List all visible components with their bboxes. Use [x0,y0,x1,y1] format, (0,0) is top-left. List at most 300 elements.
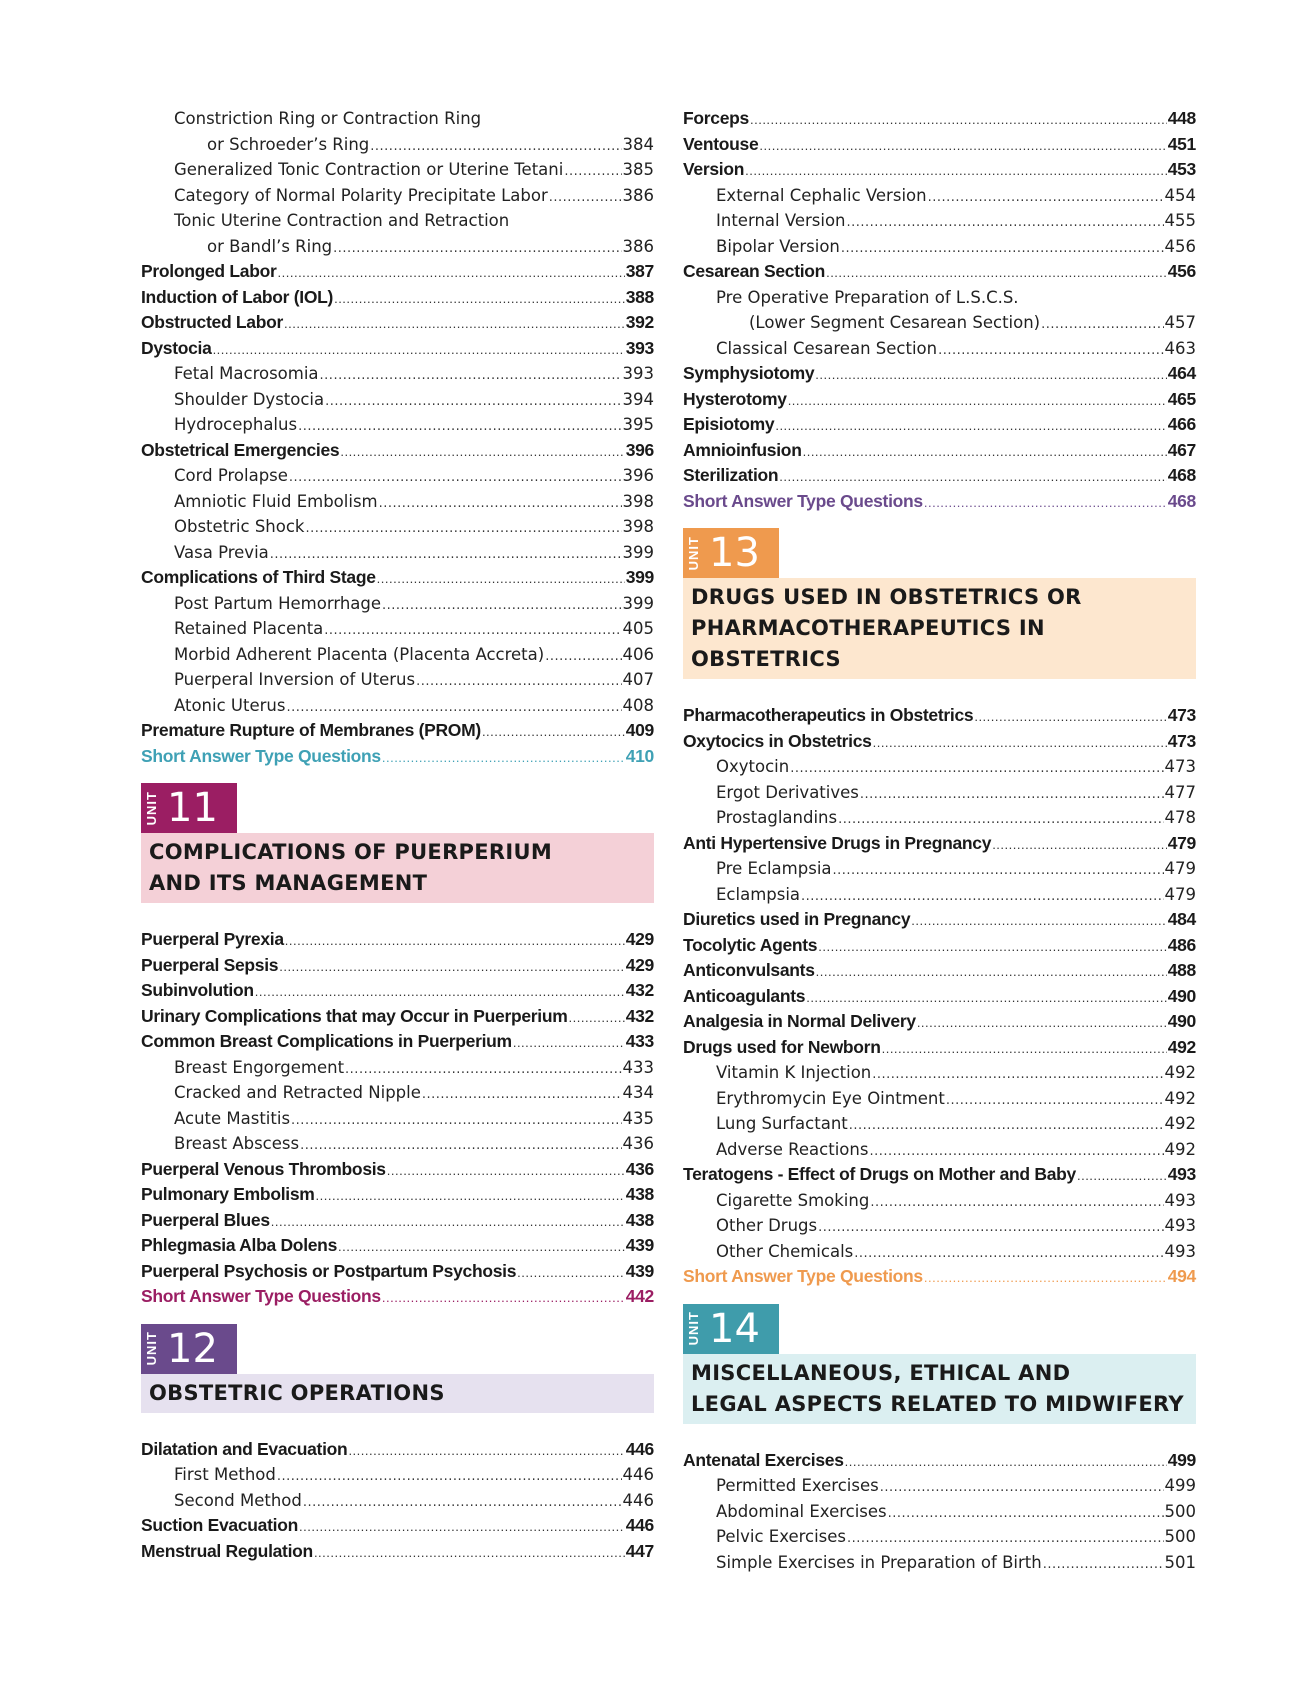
toc-page-number: 399 [625,567,654,587]
leader-dots [745,158,1167,184]
toc-page-number: 393 [622,364,654,383]
leader-dots [482,719,625,745]
leader-dots [303,1490,622,1516]
toc-page-number: 442 [625,1286,654,1306]
leader-dots [860,782,1164,808]
leader-dots [847,210,1164,236]
toc-page-number: 500 [1164,1527,1196,1546]
toc-page-number: 473 [1167,730,1196,751]
toc-entry [683,958,1196,984]
leader-dots [833,858,1164,884]
toc-entry [141,285,654,311]
unit-badge [683,1304,779,1354]
toc-entry-title: Ergot Derivatives [716,782,859,802]
leader-dots [340,439,624,465]
toc-entry-title: Eclampsia [716,884,801,904]
toc-entry [683,336,1196,362]
unit-badge [141,783,237,833]
toc-page-number: 493 [1167,1164,1196,1184]
toc-entry [141,718,654,744]
toc-entry [141,1157,654,1183]
toc-page-number: 448 [1167,108,1196,128]
toc-page-number: 410 [625,745,654,766]
toc-entry [683,856,1196,882]
toc-page-number: 396 [625,439,654,460]
short-answer-entry [683,489,1196,515]
leader-dots [379,491,622,517]
toc-entry [141,540,654,566]
unit-header [141,783,654,903]
toc-page-number: 493 [1164,1216,1196,1235]
short-answer-entry [141,744,654,770]
toc-page-number: 477 [1164,782,1196,802]
toc-page-number: 493 [1164,1190,1196,1210]
leader-dots [790,756,1163,782]
toc-entry [683,1111,1196,1137]
toc-entry-title: Classical Cesarean Section [716,338,938,358]
toc-page-number: 408 [622,695,654,715]
toc-page-number: 429 [625,954,654,975]
leader-dots [316,1183,625,1209]
toc-entry-title: Suction Evacuation [141,1515,298,1535]
toc-page-number: 463 [1164,338,1196,358]
toc-entry-title: Anticoagulants [683,985,806,1006]
toc-page-number: 456 [1164,236,1196,256]
toc-entry [141,1029,654,1055]
leader-dots [818,1215,1163,1241]
toc-entry-title: Second Method [174,1490,302,1510]
unit-header [683,1304,1196,1424]
toc-entry [683,933,1196,959]
toc-entry-title: Cracked and Retracted Nipple [174,1083,421,1102]
toc-entry-first-line: Pre Operative Preparation of L.S.C.S. [716,287,1019,307]
toc-page-number: 388 [625,286,654,307]
toc-entry-title: Tocolytic Agents [683,934,818,955]
toc-entry-title: Category of Normal Polarity Precipitate Labor [174,185,548,205]
toc-page-number: 455 [1164,211,1196,230]
leader-dots [869,1139,1163,1165]
toc-page-number: 393 [625,337,654,358]
toc-page-number: 453 [1167,159,1196,179]
toc-entry [141,1208,654,1234]
right-column [683,106,1196,1575]
toc-entry [683,1524,1196,1550]
leader-dots [841,236,1164,262]
toc-entry [683,463,1196,489]
leader-dots [775,413,1166,439]
toc-entry [683,780,1196,806]
toc-entry [683,1188,1196,1214]
unit-title-line: AND ITS MANAGEMENT [149,871,428,895]
toc-entry-title: Vitamin K Injection [716,1063,872,1082]
toc-page-number: 492 [1164,1088,1196,1108]
toc-page-number: 494 [1167,1266,1196,1286]
toc-entry [683,1499,1196,1525]
toc-page-number: 446 [625,1438,654,1459]
leader-dots [284,311,625,337]
unit-title-line: DRUGS USED IN OBSTETRICS OR [691,585,1082,609]
toc-page-number: 492 [1164,1139,1196,1159]
leader-dots [333,236,621,262]
toc-entry-title: Puerperal Inversion of Uterus [174,670,416,689]
toc-entry [683,882,1196,908]
unit-title-line: OBSTETRIC OPERATIONS [149,1380,445,1405]
toc-entry-title: Shoulder Dystocia [174,389,325,409]
leader-dots [803,439,1167,465]
toc-entry [141,1488,654,1514]
toc-page-number: 473 [1167,705,1196,725]
toc-entry-title: Cord Prolapse [174,466,288,485]
toc-page-number: 396 [622,466,654,485]
toc-entry-title: Prolonged Labor [141,261,277,281]
toc-entry [141,1513,654,1539]
toc-entry-title: Obstetrical Emergencies [141,439,340,460]
toc-page-number: 386 [622,236,654,256]
toc-page-number: 451 [1167,133,1196,154]
toc-entry-first-line: Constriction Ring or Contraction Ring [174,109,482,128]
leader-dots [849,1113,1164,1139]
toc-entry-title: Complications of Third Stage [141,567,376,587]
leader-dots [314,1540,625,1566]
toc-entry-title: Short Answer Type Questions [683,1266,923,1286]
toc-entry-title: Permitted Exercises [716,1476,879,1495]
toc-entry-title: Anticonvulsants [683,960,815,980]
toc-entry [683,1009,1196,1035]
toc-entry [141,157,654,183]
leader-dots [826,260,1167,286]
toc-page-number: 490 [1167,1011,1196,1031]
toc-entry [141,234,654,260]
toc-page-number: 456 [1167,261,1196,281]
toc-entry-title: Breast Abscess [174,1134,300,1153]
toc-entry [683,438,1196,464]
toc-entry [141,953,654,979]
toc-entry-title: Morbid Adherent Placenta (Placenta Accreta) [174,644,545,664]
leader-dots [213,337,625,363]
toc-entry [141,132,654,158]
toc-entry [141,183,654,209]
leader-dots [382,745,625,771]
toc-page-number: 435 [622,1108,654,1128]
toc-page-number: 499 [1164,1476,1196,1495]
leader-dots [801,884,1163,910]
toc-page-number: 436 [622,1134,654,1153]
toc-entry-title: Symphysiotomy [683,363,815,383]
toc-entry [683,1473,1196,1499]
leader-dots [788,388,1167,414]
toc-page-number: 399 [622,593,654,613]
toc-page-number: 398 [622,517,654,536]
toc-page-number: 488 [1167,960,1196,980]
toc-page-number: 386 [622,185,654,205]
toc-page-number: 438 [625,1184,654,1204]
toc-entry [141,438,654,464]
toc-page-number: 395 [622,415,654,434]
unit-badge [141,1324,237,1374]
toc-entry [141,565,654,591]
toc-entry [141,514,654,540]
toc-entry-title: Premature Rupture of Membranes (PROM) [141,720,481,740]
toc-page-number: 493 [1164,1241,1196,1261]
toc-entry [141,1259,654,1285]
toc-entry-title: Lung Surfactant [716,1114,848,1133]
toc-entry [683,805,1196,831]
toc-entry-title: Other Drugs [716,1216,818,1235]
leader-dots [838,807,1163,833]
toc-page-number: 499 [1167,1449,1196,1470]
toc-page-number: 398 [622,491,654,511]
toc-entry [683,132,1196,158]
toc-entry [141,361,654,387]
toc-entry-title: Hysterotomy [683,388,787,409]
leader-dots [270,542,622,568]
leader-dots [517,1260,625,1286]
toc-entry-title: Puerperal Pyrexia [141,929,284,949]
toc-page-number: 384 [622,134,654,154]
unit-title [141,1374,654,1413]
leader-dots [946,1088,1164,1114]
leader-dots [320,363,622,389]
unit-title-line: MISCELLANEOUS, ETHICAL AND [691,1360,1071,1385]
unit-number: 11 [167,785,218,831]
leader-dots [882,1036,1167,1062]
toc-entry-title: Acute Mastitis [174,1108,291,1128]
leader-dots [286,695,621,721]
toc-entry [683,157,1196,183]
toc-entry [683,1060,1196,1086]
toc-entry-title: Abdominal Exercises [716,1501,887,1521]
leader-dots [324,618,621,644]
toc-page-number: 479 [1164,859,1196,878]
toc-entry-title: Puerperal Sepsis [141,954,279,975]
leader-dots [974,704,1166,730]
leader-dots [928,185,1164,211]
leader-dots [854,1241,1163,1267]
leader-dots [345,1057,621,1083]
unit-title-line: COMPLICATIONS OF PUERPERIUM [149,840,553,864]
toc-page-number: 492 [1167,1036,1196,1057]
toc-entry [683,729,1196,755]
toc-entry-title: Generalized Tonic Contraction or Uterine Tetani [174,160,564,179]
toc-entry [141,310,654,336]
toc-page-number: 479 [1164,884,1196,904]
leader-dots [289,465,622,491]
toc-entry-title: Teratogens - Effect of Drugs on Mother and Baby [683,1164,1076,1184]
toc-entry-title: Puerperal Blues [141,1209,270,1230]
leader-dots [549,185,622,211]
leader-dots [334,286,625,312]
toc-page-number: 446 [622,1490,654,1510]
toc-page-number: 492 [1164,1063,1196,1082]
leader-dots [382,1285,625,1311]
toc-page-number: 407 [622,670,654,689]
leader-dots [285,928,625,954]
leader-dots [873,730,1167,756]
toc-entry-title: Atonic Uterus [174,695,286,715]
toc-page-number: 432 [625,1005,654,1026]
toc-page-number: 457 [1164,313,1196,332]
leader-dots [387,1158,625,1184]
leader-dots [300,1133,621,1159]
toc-entry-title: Puerperal Venous Thrombosis [141,1158,386,1179]
leader-dots [992,832,1167,858]
unit-title [683,578,1196,679]
toc-entry-first-line: Tonic Uterine Contraction and Retraction [174,211,510,230]
unit-number: 14 [709,1305,760,1352]
toc-entry-title: Cigarette Smoking [716,1190,870,1210]
toc-entry [141,259,654,285]
leader-dots [845,1449,1167,1475]
toc-entry [683,984,1196,1010]
toc-entry-title: Subinvolution [141,980,254,1000]
toc-entry [141,463,654,489]
toc-page-number: 484 [1167,909,1196,929]
toc-entry [683,1213,1196,1239]
toc-entry [683,361,1196,387]
toc-entry [683,259,1196,285]
leader-dots [422,1082,622,1108]
toc-page-number: 468 [1167,490,1196,511]
toc-page-number: 454 [1164,185,1196,205]
toc-page-number: 478 [1164,808,1196,827]
toc-entry-title: Oxytocics in Obstetrics [683,730,872,751]
leader-dots [298,414,621,440]
unit-header [141,1324,654,1413]
leader-dots [750,107,1167,133]
toc-entry-title: Analgesia in Normal Delivery [683,1011,916,1031]
toc-entry-title: Induction of Labor (IOL) [141,286,334,307]
toc-entry [141,1055,654,1081]
left-column [141,106,654,1564]
toc-page-number: 464 [1167,363,1196,383]
leader-dots [924,1265,1167,1291]
unit-number: 12 [167,1325,218,1372]
toc-page-number: 439 [625,1260,654,1281]
toc-entry-title: Phlegmasia Alba Dolens [141,1235,338,1255]
unit-badge [683,528,779,578]
leader-dots [325,389,621,415]
leader-dots [1077,1163,1167,1189]
toc-entry-title: Fetal Macrosomia [174,364,319,383]
toc-entry-title: Other Chemicals [716,1241,854,1261]
leader-dots [872,1062,1163,1088]
leader-dots [569,1005,625,1031]
leader-dots [299,1514,625,1540]
toc-entry-title: Pelvic Exercises [716,1527,847,1546]
leader-dots [370,134,621,160]
toc-entry-title: Version [683,159,745,179]
toc-entry-title: Hydrocephalus [174,415,298,434]
toc-page-number: 439 [625,1235,654,1255]
leader-dots [382,593,621,619]
toc-entry-title: Anti Hypertensive Drugs in Pregnancy [683,832,992,853]
toc-entry [683,1137,1196,1163]
toc-page-number: 501 [1164,1552,1196,1572]
toc-entry [683,1550,1196,1576]
toc-page-number: 434 [622,1083,654,1102]
unit-title-line: PHARMACOTHERAPEUTICS IN OBSTETRICS [691,616,1045,671]
unit-title [141,833,654,903]
leader-dots [759,133,1166,159]
toc-entry-title: Ventouse [683,133,759,154]
toc-entry [141,642,654,668]
toc-entry [141,336,654,362]
toc-entry-title: Episiotomy [683,414,775,434]
leader-dots [291,1108,621,1134]
unit-header [683,528,1196,679]
leader-dots [911,908,1166,934]
toc-entry [683,754,1196,780]
toc-entry [683,703,1196,729]
toc-entry-title: or Schroeder’s Ring [207,134,370,154]
leader-dots [847,1526,1163,1552]
short-answer-entry [683,1264,1196,1290]
toc-entry [683,1239,1196,1265]
toc-entry [683,412,1196,438]
toc-entry-title: Diuretics used in Pregnancy [683,909,911,929]
unit-label: UNIT [144,790,159,826]
toc-page-number: 486 [1167,934,1196,955]
toc-entry-title: Common Breast Complications in Puerperium [141,1031,512,1051]
toc-entry-title: Simple Exercises in Preparation of Birth [716,1552,1042,1572]
toc-page-number: 394 [622,389,654,409]
leader-dots [1043,1552,1164,1578]
toc-page-number: 446 [625,1515,654,1535]
toc-entry-title: Pulmonary Embolism [141,1184,315,1204]
toc-entry [683,234,1196,260]
leader-dots [348,1438,624,1464]
toc-entry-title: Pharmacotherapeutics in Obstetrics [683,705,974,725]
toc-page-number: 385 [622,160,654,179]
unit-number: 13 [709,530,760,576]
toc-page-number: 433 [622,1057,654,1077]
toc-entry-title: Erythromycin Eye Ointment [716,1088,945,1108]
toc-entry-title: Post Partum Hemorrhage [174,593,382,613]
unit-title-line: LEGAL ASPECTS RELATED TO MIDWIFERY [691,1391,1184,1416]
toc-page-number: 429 [625,929,654,949]
toc-entry-title: Prostaglandins [716,808,838,827]
leader-dots [306,516,622,542]
toc-entry-title: Vasa Previa [174,542,269,562]
toc-entry [683,831,1196,857]
toc-entry [683,208,1196,234]
leader-dots [815,362,1166,388]
toc-entry [683,106,1196,132]
toc-entry [141,1182,654,1208]
toc-entry-title: Retained Placenta [174,619,324,638]
toc-page-number: 479 [1167,832,1196,853]
toc-entry-title: Sterilization [683,465,779,485]
leader-dots [416,669,621,695]
toc-page-number: 468 [1167,465,1196,485]
toc-entry-title: Oxytocin [716,757,790,776]
toc-entry-title: Short Answer Type Questions [141,745,381,766]
toc-entry [683,1162,1196,1188]
toc-entry [683,907,1196,933]
short-answer-entry [141,1284,654,1310]
toc-entry [141,1004,654,1030]
toc-page-number: 433 [625,1031,654,1051]
toc-page-number: 409 [625,720,654,740]
toc-entry [141,1539,654,1565]
toc-entry-title: Internal Version [716,211,846,230]
toc-entry [141,1106,654,1132]
toc-page-number: 465 [1167,388,1196,409]
unit-label: UNIT [686,535,701,571]
leader-dots [513,1030,625,1056]
toc-entry-title: Pre Eclampsia [716,859,832,878]
toc-entry-title: Antenatal Exercises [683,1449,844,1470]
